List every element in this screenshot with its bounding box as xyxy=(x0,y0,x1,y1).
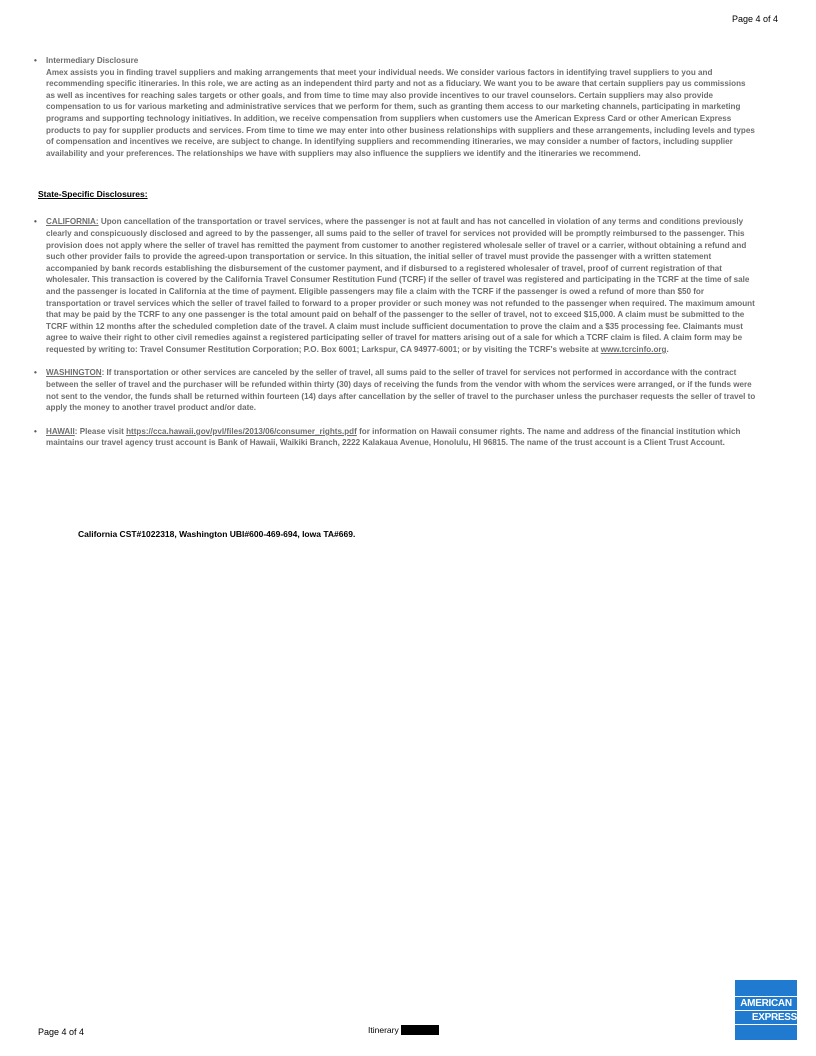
bullet: • xyxy=(34,56,37,65)
california-label: CALIFORNIA: xyxy=(46,217,99,227)
california-text: Upon cancellation of the transportation or travel services, where the passenger is not at fault and has not cancelled in violation of any terms and conditions previously clearly and conspicuously disclosed and agreed to by the passenger, all sums paid to the seller of travel for services not provided will be promptly reimbursed to the passenger. This provision does not apply where the seller of travel has remitted the payment from customer to another registered wholesale seller of travel or a carrier, without obtaining a refund and such other provider fails to provide the agreed-upon transportation or service. In this situation, the initial seller of travel must provide the passenger with a written statement accompanied by bank records establishing the disbursement of the customer payment, and if disbursed to a registered wholesaler of travel, proof of current registration of that wholesaler. This transaction is covered by the California Travel Consumer Restitution Fund (TCRF) if the seller of travel was registered and participating in the TCRF at the time of sale and the passenger is located in California at the time of payment. Eligible passengers may file a claim with the TCRF if the passenger is owed a refund of more than $50 for transportation or travel services which the seller of travel failed to forward to a proper provider or such money was not refunded to the passenger when required. The maximum amount that may be paid by the TCRF to any one passenger is the total amount paid on behalf of the passenger to the seller of travel, not to exceed $15,000. A claim must be submitted to the TCRF within 12 months after the scheduled completion date of the travel. A claim must include sufficient documentation to prove the claim and a $35 processing fee. Claimants must agree to waive their right to other civil remedies against a registered participating seller of travel for matters arising out of a sale for which a TCRF claim is filed. A claim form may be requested by writing to: Travel Consumer Restitution Corporation; P.O. Box 6001; Larkspur, CA 94977-6001; or by visiting the TCRF's website at xyxy=(46,217,755,354)
hawaii-text: for information on Hawaii consumer rights. The name and address of the financial institution which maintains our travel agency trust account is Bank of Hawaii, Waikiki Branch, 2222 Kalakaua Avenue, Honolulu, HI 96815. The name of the trust account is a Client Trust Account. xyxy=(46,426,741,448)
hawaii-disclosure xyxy=(34,426,756,449)
itinerary-footer xyxy=(368,1025,439,1035)
washington-label: WASHINGTON xyxy=(46,368,102,378)
hawaii-consumer-rights-link[interactable]: https://cca.hawaii.gov/pvl/files/2013/06/consumer_rights.pdf xyxy=(126,426,357,436)
license-line: California CST#1022318, Washington UBI#600-469-694, Iowa TA#669. xyxy=(78,529,356,539)
disclosures-content xyxy=(34,55,756,449)
hawaii-label: HAWAII xyxy=(46,426,75,436)
page-number-header: Page 4 of 4 xyxy=(731,14,778,24)
washington-disclosure xyxy=(34,367,756,413)
intermediary-title: Intermediary Disclosure xyxy=(46,56,139,65)
bullet: • xyxy=(34,426,37,436)
itinerary-label: Itinerary xyxy=(368,1025,399,1035)
redacted-itinerary-number xyxy=(401,1025,439,1035)
tcrf-website-link[interactable]: www.tcrcinfo.org xyxy=(600,344,667,354)
hawaii-pre: : Please visit xyxy=(74,426,127,436)
california-end: . xyxy=(666,344,669,354)
washington-text: : If transportation or other services are canceled by the seller of travel, all sums paid to the seller of travel for services not performed in accordance with the contract between the seller of travel and the purchaser will be refunded within thirty (30) days of receiving the funds from the vendor with whom the services were arranged, or if the funds were not sent to the vendor, the funds shall be returned within fourteen (14) days after cancellation by the seller of travel to the purchaser unless the purchaser requests the seller of travel to apply the money to another travel product and/or date. xyxy=(46,368,756,413)
page-number-footer: Page 4 of 4 xyxy=(38,1027,85,1037)
intermediary-disclosure xyxy=(34,55,756,159)
bullet: • xyxy=(34,368,37,378)
california-disclosure xyxy=(34,216,756,355)
amex-logo xyxy=(735,980,797,1040)
logo-line-1: AMERICAN xyxy=(735,996,797,1011)
intermediary-text: Amex assists you in finding travel suppliers and making arrangements that meet your individual needs. We consider various factors in identifying travel suppliers to you and recommending specific itineraries. In this role, we are acting as an independent third party and not as a fiduciary. We want you to be aware that certain suppliers pay us commissions as well as incentives for reaching sales targets or other goals, and from time to time may also provide incentives to our travel counselors. Certain suppliers may also provide compensation to us for various marketing and administrative services that we perform for them, such as granting them access to our marketing channels, participating in marketing programs and supporting technology initiatives. In addition, we receive compensation from suppliers when customers use the American Express Card or other American Express products to pay for supplier products and services. From time to time we may enter into other business relationships with suppliers and these arrangements, including levels and types of compensation and incentives we receive, are subject to change. In identifying suppliers and recommending itineraries, we may consider a number of factors, including supplier availability and your preferences. The relationships we have with suppliers may also influence the suppliers we identify and the itineraries we recommend. xyxy=(46,67,755,158)
state-specific-heading: State-Specific Disclosures: xyxy=(38,189,148,200)
logo-line-2: EXPRESS xyxy=(735,1011,797,1025)
bullet: • xyxy=(34,217,37,227)
